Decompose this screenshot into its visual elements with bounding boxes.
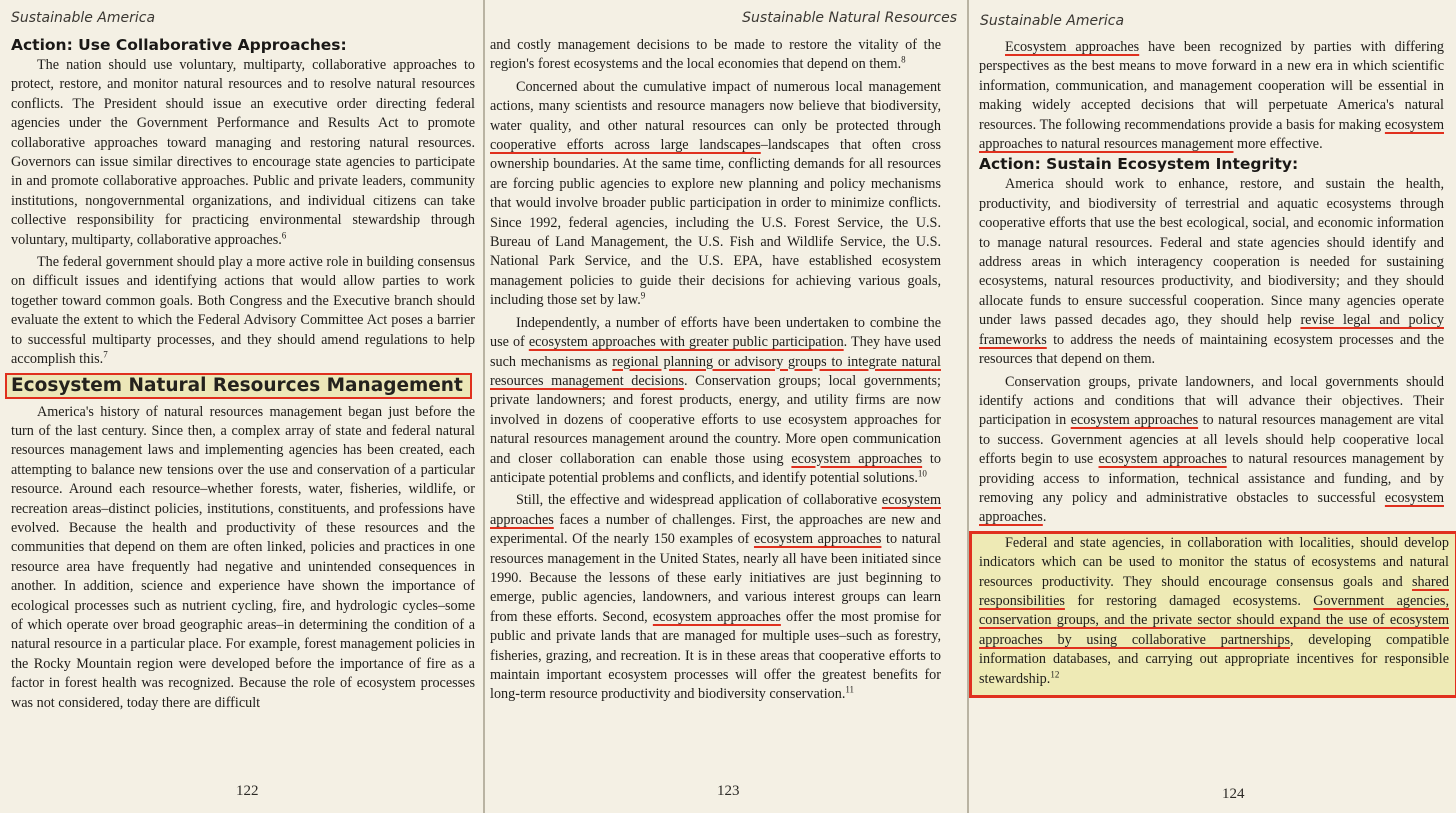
section-heading: Ecosystem Natural Resources Management [5, 373, 472, 399]
page-124 [969, 0, 1456, 813]
footnote-ref: 10 [917, 468, 927, 479]
underlined-phrase: ecosystem approaches [753, 531, 882, 548]
underlined-phrase: cooperative efforts across large landscapes [490, 137, 761, 154]
page-body [11, 35, 475, 713]
underlined-phrase: ecosystem approaches [1070, 412, 1199, 429]
footnote-ref: 6 [281, 229, 287, 240]
running-head: Sustainable America [11, 10, 156, 26]
paragraph: and costly management decisions to be made to restore the vitality of the region's forest ecosystems and the local economies that depend on them.$^8$ [490, 37, 941, 73]
page-body [979, 38, 1450, 698]
highlighted-recommendation-box [969, 531, 1456, 698]
underlined-phrase: ecosystem approaches [791, 450, 923, 467]
paragraph: America should work to enhance, restore, and sustain the health, productivity, and biodiversity of terrestrial and aquatic ecosystems through cooperative efforts that use the best ecological, social, and economic information to manage natural resources. Federal and state agencies should identify and address areas in which interagency cooperation is needed for sustaining ecosystems, natural resources productivity, and biodiversity; and they should allocate funds to ensure successful cooperation. Since many agencies operate under laws passed decades ago, they should help revise legal and policy frameworks to address the needs of maintaining ecosystem processes and the resources that depend on them. [979, 176, 1444, 368]
footnote-ref: 8 [901, 54, 906, 65]
footnote-ref: 7 [103, 349, 108, 360]
paragraph: The nation should use voluntary, multiparty, collaborative approaches to protect, restore, and monitor natural resources and to resolve natural resources conflicts. The President should issue an executive order directing federal agencies under the Government Performance and Results Act to promote collaborative approaches toward managing and restoring natural resources. Governors can issue similar directives to encourage state agencies to participate in and promote collaborative approaches. Public and private leaders, community institutions, nongovernmental organizations, and individual citizens can take collective responsibility for practicing environmental stewardship through voluntary, multiparty, collaborative approaches.$^6$ [11, 57, 475, 248]
underlined-phrase: ecosystem approaches with greater public participation [528, 334, 844, 351]
page-body [490, 36, 941, 705]
paragraph: Concerned about the cumulative impact of numerous local management actions, many scientists and resource managers now believe that biodiversity, water quality, and other natural resources can only be protected through cooperative efforts across large landscapes–landscapes that often cross ownership boundaries. At the same time, conflicting demands for all resources are forcing public agencies to explore new planning and policy mechanisms that would involve broader public participation in order to minimize conflicts. Since 1992, federal agencies, including the U.S. Forest Service, the U.S. Bureau of Land Management, the U.S. Fish and Wildlife Service, the U.S. National Park Service, and the U.S. EPA, have established ecosystem management policies to guide their decisions for achieving various goals, including those set by law.$^9$ [490, 78, 941, 309]
underlined-phrase: Ecosystem approaches [1005, 39, 1140, 55]
paragraph: Independently, a number of efforts have been undertaken to combine the use of ecosystem approaches with greater public participation. They have used such mechanisms as regional planning or advisory groups to integrate natural resources management decisions. Conservation groups; local governments; private landowners; and forest products, energy, and utility firms are now involved in dozens of cooperative efforts to use ecosystem approaches for natural resources management around the country. More open communication and closer collaboration can enable those using ecosystem approaches to anticipate potential problems and conflicts, and identify potential solutions.$^{10}$ [490, 314, 942, 486]
underlined-phrase: ecosystem approaches [979, 489, 1444, 526]
paragraph: Conservation groups, private landowners, and local governments should identify actions and conditions that will advance their objectives. Their participation in ecosystem approaches to natural resources management are vital to success. Government agencies at all levels should help cooperative local efforts begin to use ecosystem approaches to natural resources management by providing access to information, technical assistance and funding, and by removing any policy and administrative obstacles to successful ecosystem approaches. [979, 373, 1444, 526]
paragraph: Federal and state agencies, in collaboration with localities, should develop indicators which can be used to monitor the status of ecosystems and natural resources productivity. They should encourage consensus goals and shared responsibilities for restoring damaged ecosystems. Government agencies, conservation groups, and the private sector should expand the use of ecosystem approaches by using collaborative partnerships, developing compatible information databases, and carrying out appropriate incentives for responsible stewardship.$^{12}$ [979, 534, 1450, 687]
running-head: Sustainable Natural Resources [742, 10, 957, 26]
footnote-ref: 9 [640, 290, 646, 301]
paragraph: The federal government should play a more active role in building consensus on difficult issues and identifying actions that would allow parties to work together toward common goals. Both Congress and the Executive branch should evaluate the extent to which the Federal Advisory Committee Act poses a barrier to successful multiparty processes, and they should amend regulations to help accomplish this.$^7$ [11, 254, 475, 368]
paragraph: America's history of natural resources management began just before the turn of the last century. Since then, a complex array of state and federal natural resources management laws and implementing agencies has been created, each attempting to balance new tensions over the use and conservation of a particular resource. Around each resource–whether forests, water, fisheries, wildlife, or recreation areas–distinct policies, institutions, constituents, and professions have evolved. Because the health and productivity of these resources and the communities that depend on them are often linked, policies and practices in one resource area have frequently had negative and unintended consequences in another. In addition, science and experience have shown the importance of ecological processes such as nutrient cycling, fire, and hydrologic cycles–some of which operate over broad geographic areas–in determining the condition of a natural resource in a particular place. For example, forest management policies in the Rocky Mountain region were developed before the importance of fire as a factor in forest health was recognized. Because the role of ecosystem processes was not considered, today there are difficult [11, 403, 475, 711]
underlined-phrase: Government agencies, conservation groups, and the private sector should expand the use of ecosystem approaches by using collaborative partnerships [979, 592, 1449, 648]
paragraph: Ecosystem approaches have been recognized by parties with differing perspectives as the best means to move forward in a new era in which scientific information, communication, and management cooperation will be essential in making widely accepted decisions that will perpetuate America's natural resources. The following recommendations provide a basis for making ecosystem approaches to natural resources management more effective. [979, 39, 1445, 153]
footnote-ref: 12 [1050, 668, 1060, 679]
action-heading: Action: Use Collaborative Approaches: [11, 36, 347, 54]
footnote-ref: 11 [845, 684, 855, 695]
page-122 [0, 0, 483, 813]
page-number: 123 [717, 783, 740, 799]
underlined-phrase: regional planning or advisory groups to integrate natural resources management decisions [490, 353, 941, 389]
page-123 [485, 0, 967, 813]
page-number: 122 [236, 783, 259, 799]
underlined-phrase: ecosystem approaches to natural resources management [979, 116, 1444, 153]
running-head: Sustainable America [980, 13, 1125, 29]
paragraph: Still, the effective and widespread application of collaborative ecosystem approaches faces a number of challenges. First, the approaches are new and experimental. Of the nearly 150 examples of ecosystem approaches to natural resources management in the United States, nearly all have been initiated since 1990. Because the lessons of these early initiatives are just beginning to emerge, public agencies, landowners, and various interest groups can learn from these efforts. Second, ecosystem approaches offer the most promise for public and private lands that are managed for multiple uses–such as forestry, fisheries, grazing, and recreation. It is in these areas that cooperative efforts to maintain important ecosystem processes will offer the greatest benefits for long-term resource productivity and biodiversity conservation.$^{11}$ [490, 492, 941, 703]
underlined-phrase: revise legal and policy frameworks [979, 312, 1444, 348]
underlined-phrase: ecosystem approaches [1098, 451, 1227, 468]
action-heading: Action: Sustain Ecosystem Integrity: [979, 155, 1299, 174]
page-number: 124 [1222, 786, 1245, 802]
underlined-phrase: ecosystem approaches [490, 492, 941, 528]
underlined-phrase: ecosystem approaches [652, 608, 781, 625]
underlined-phrase: shared responsibilities [979, 573, 1449, 609]
